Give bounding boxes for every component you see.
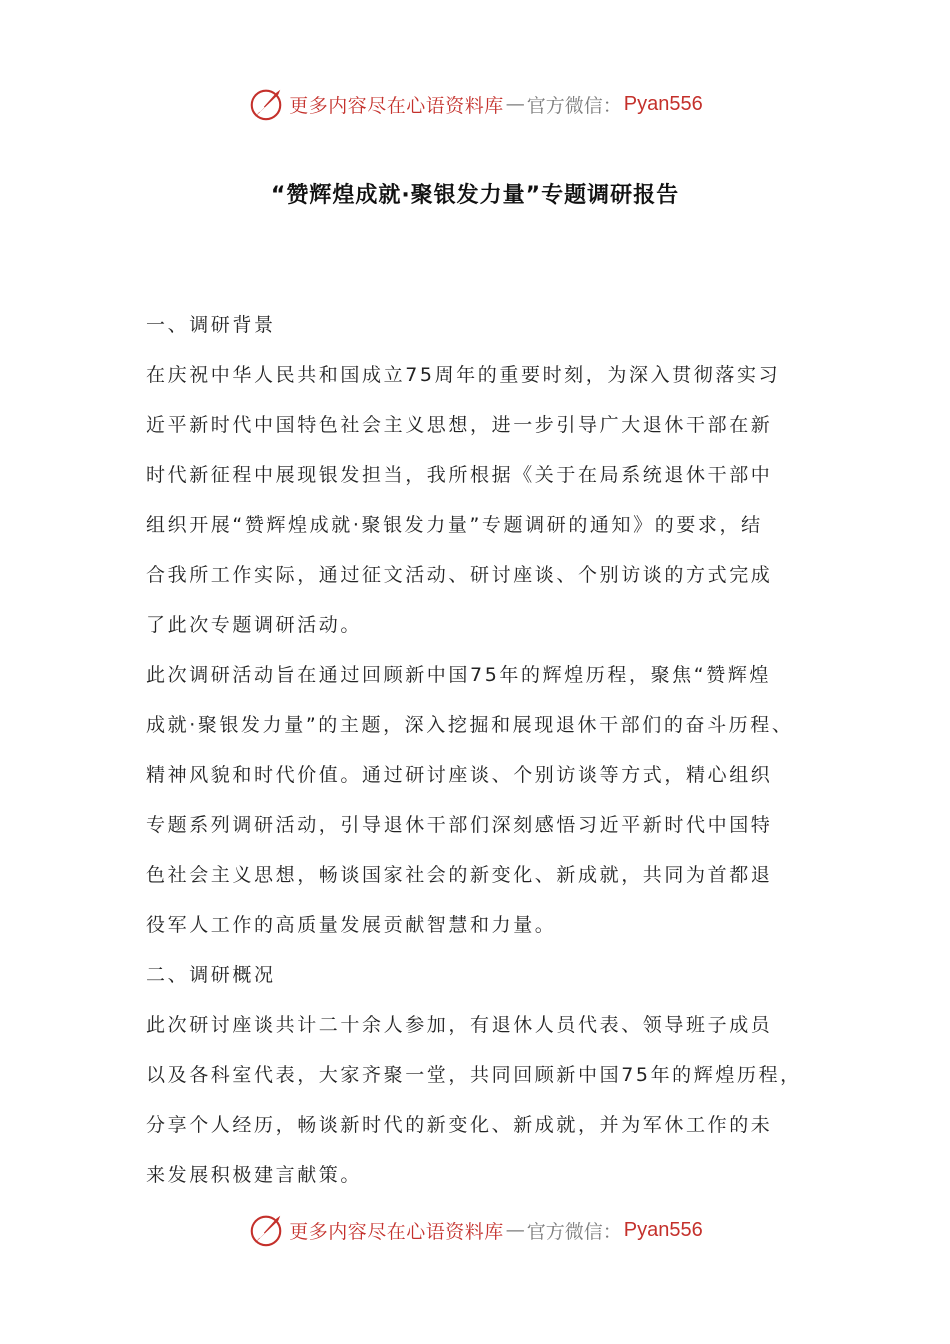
paragraph-line: 此次研讨座谈共计二十余人参加，有退休人员代表、领导班子成员 <box>146 1014 773 1036</box>
paragraph-line: 役军人工作的高质量发展贡献智慧和力量。 <box>146 914 557 936</box>
document-title: “赞辉煌成就·聚银发力量”专题调研报告 <box>270 183 680 208</box>
footer-banner <box>0 1210 950 1250</box>
quill-logo-icon <box>247 1211 285 1249</box>
paragraph-line: 分享个人经历，畅谈新时代的新变化、新成就，并为军休工作的未 <box>146 1114 773 1136</box>
banner-wechat-label: 官方微信： <box>526 1220 622 1243</box>
quill-logo-icon <box>247 85 285 123</box>
banner-dash: — <box>505 1219 525 1241</box>
paragraph-line: 专题系列调研活动，引导退休干部们深刻感悟习近平新时代中国特 <box>146 814 773 836</box>
banner-wechat-label: 官方微信： <box>526 94 622 117</box>
section-heading-overview: 二、调研概况 <box>146 964 276 986</box>
header-banner <box>0 84 950 124</box>
paragraph-line: 此次调研活动旨在通过回顾新中国75年的辉煌历程，聚焦“赞辉煌 <box>146 664 772 686</box>
section-heading-background: 一、调研背景 <box>146 314 276 336</box>
paragraph-line: 时代新征程中展现银发担当，我所根据《关于在局系统退休干部中 <box>146 464 773 486</box>
banner-dash: — <box>505 93 525 115</box>
paragraph-line: 色社会主义思想，畅谈国家社会的新变化、新成就，共同为首都退 <box>146 864 773 886</box>
paragraph-line: 组织开展“赞辉煌成就·聚银发力量”专题调研的通知》的要求，结 <box>146 514 763 536</box>
paragraph-line: 来发展积极建言献策。 <box>146 1164 363 1186</box>
banner-wechat-id: Pyan556 <box>623 92 703 115</box>
banner-main-text: 更多内容尽在心语资料库 <box>289 94 504 117</box>
paragraph-line: 近平新时代中国特色社会主义思想，进一步引导广大退休干部在新 <box>146 414 773 436</box>
paragraph-line: 了此次专题调研活动。 <box>146 614 363 636</box>
document-body <box>146 300 816 1200</box>
paragraph-line: 以及各科室代表，大家齐聚一堂，共同回顾新中国75年的辉煌历程， <box>146 1064 802 1086</box>
paragraph-line: 成就·聚银发力量”的主题，深入挖掘和展现退休干部们的奋斗历程、 <box>146 714 794 736</box>
banner-wechat-id: Pyan556 <box>623 1218 703 1241</box>
banner-main-text: 更多内容尽在心语资料库 <box>289 1220 504 1243</box>
paragraph-line: 在庆祝中华人民共和国成立75周年的重要时刻，为深入贯彻落实习 <box>146 364 781 386</box>
paragraph-line: 精神风貌和时代价值。通过研讨座谈、个别访谈等方式，精心组织 <box>146 764 773 786</box>
paragraph-line: 合我所工作实际，通过征文活动、研讨座谈、个别访谈的方式完成 <box>146 564 773 586</box>
